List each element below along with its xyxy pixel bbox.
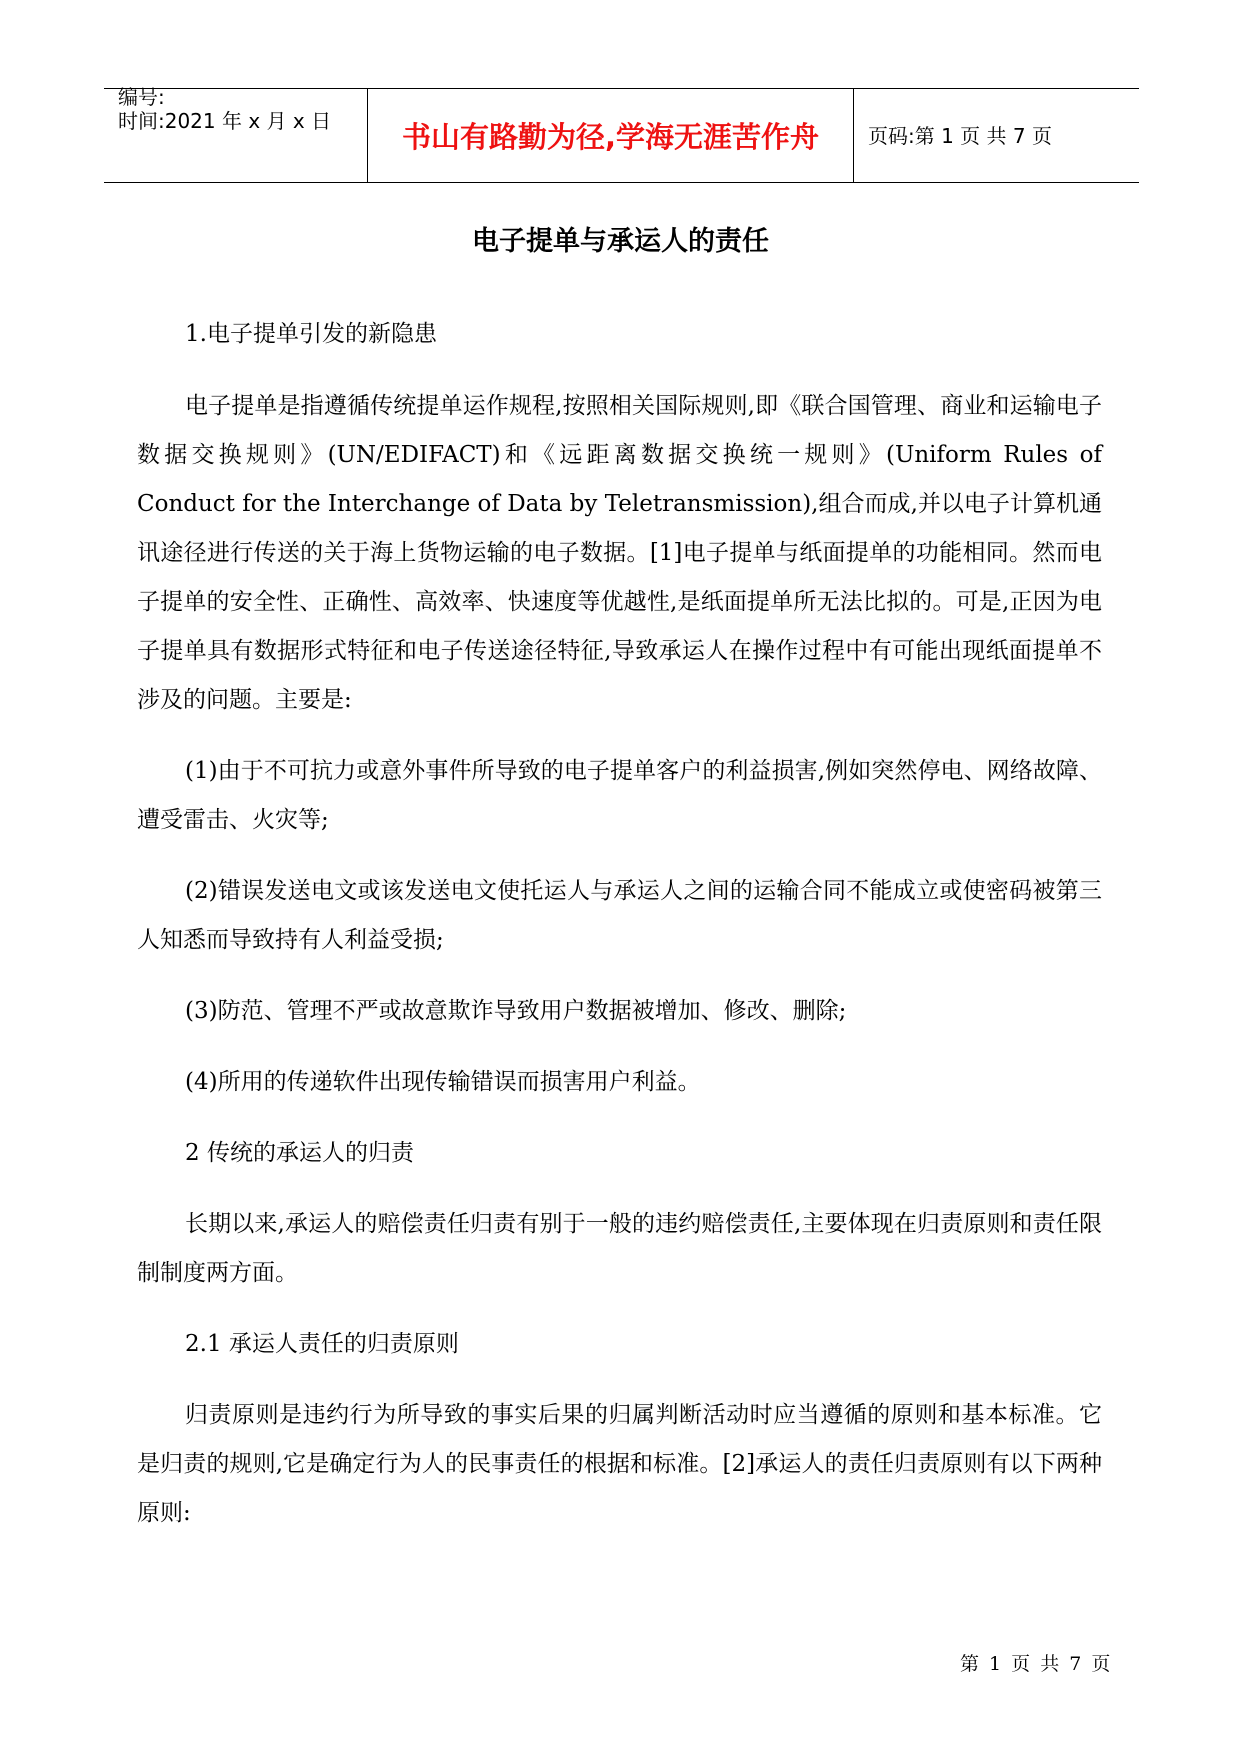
list-item: (4)所用的传递软件出现传输错误而损害用户利益。 [185, 1069, 701, 1095]
page-footer: 第 1 页 共 7 页 [960, 1653, 1111, 1675]
header-motto-cell [368, 89, 854, 182]
list-item: (1)由于不可抗力或意外事件所导致的电子提单客户的利益损害,例如突然停电、网络故障、遭受雷击、火灾等; [137, 758, 1102, 833]
list-item: (3)防范、管理不严或故意欺诈导致用户数据被增加、修改、删除; [185, 998, 847, 1024]
body-paragraph: 电子提单是指遵循传统提单运作规程,按照相关国际规则,即《联合国管理、商业和运输电子数据交换规则》(UN/EDIFACT)和《远距离数据交换统一规则》(Uniform Rules of Conduct for the Interchange of Data by Teletransmission),组合而成,并以电子计算机通讯途径进行传送的关于海上货物运输的电子数据。[1]电子提单与纸面提单的功能相同。然而电子提单的安全性、正确性、高效率、快速度等优越性,是纸面提单所无法比拟的。可是,正因为电子提单具有数据形式特征和电子传送途径特征,导致承运人在操作过程中有可能出现纸面提单不涉及的问题。主要是: [137, 393, 1102, 713]
body-paragraph: 归责原则是违约行为所导致的事实后果的归属判断活动时应当遵循的原则和基本标准。它是归责的规则,它是确定行为人的民事责任的根据和标准。[2]承运人的责任归责原则有以下两种原则: [137, 1402, 1102, 1526]
document-body [137, 310, 1102, 1538]
header-left-cell [104, 85, 368, 182]
document-time-label: 时间:2021 年 x 月 x 日 [118, 109, 332, 133]
section-heading: 2.1 承运人责任的归责原则 [185, 1331, 459, 1357]
document-title: 电子提单与承运人的责任 [472, 226, 769, 257]
header-table [104, 85, 1139, 183]
header-motto: 书山有路勤为径,学海无涯苦作舟 [401, 120, 820, 154]
document-number-label: 编号: [118, 85, 165, 109]
section-heading: 1.电子提单引发的新隐患 [185, 321, 437, 347]
body-paragraph: 长期以来,承运人的赔偿责任归责有别于一般的违约赔偿责任,主要体现在归责原则和责任限制制度两方面。 [137, 1211, 1102, 1286]
header-right-cell [854, 89, 1139, 182]
header-page-code: 页码:第 1 页 共 7 页 [868, 124, 1052, 148]
section-heading: 2 传统的承运人的归责 [185, 1140, 414, 1166]
list-item: (2)错误发送电文或该发送电文使托运人与承运人之间的运输合同不能成立或使密码被第三人知悉而导致持有人利益受损; [137, 878, 1102, 953]
